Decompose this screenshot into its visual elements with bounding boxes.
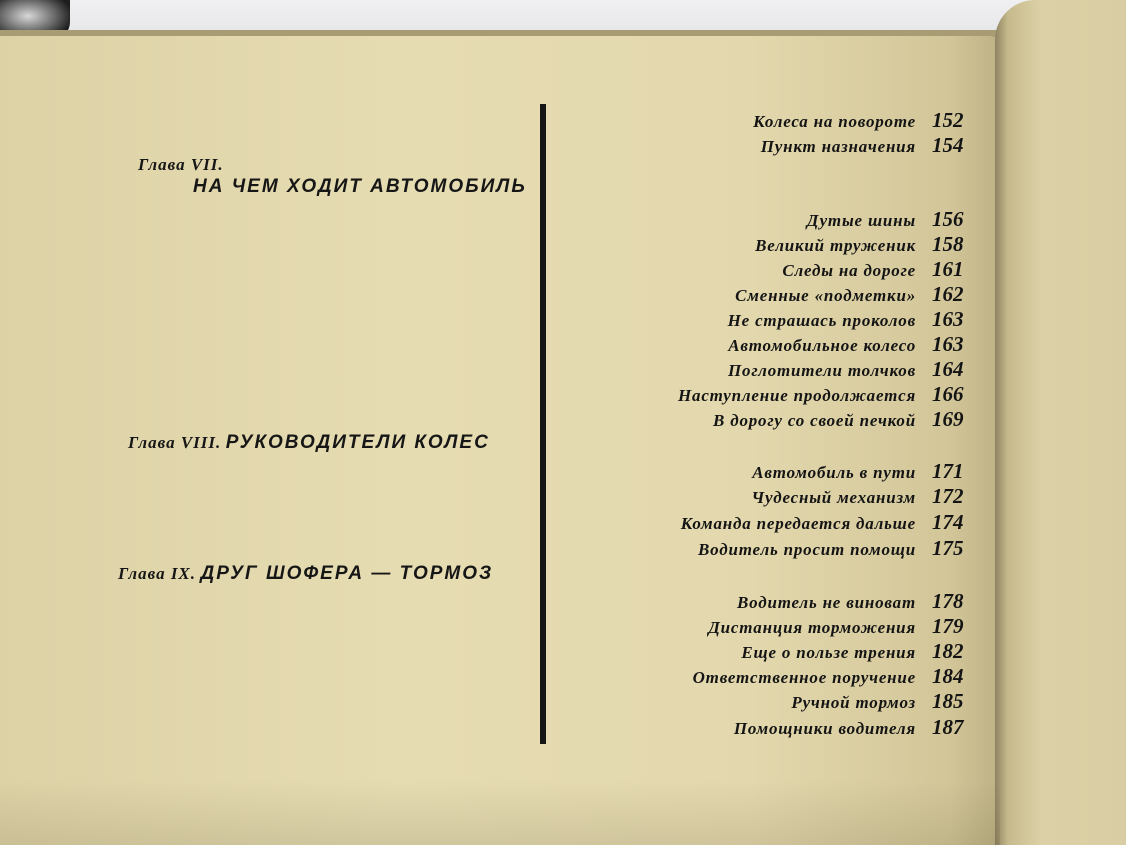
toc-entry	[580, 664, 972, 688]
toc-entry-page: 175	[932, 536, 964, 560]
toc-entry-page: 163	[932, 307, 964, 331]
toc-entry-title: Сменные «подметки»	[735, 286, 916, 305]
chapter-8-heading	[128, 432, 490, 454]
toc-entry-title: Команда передается дальше	[680, 514, 916, 533]
toc-entry-page: 163	[932, 332, 964, 356]
toc-entry-title: Водитель просит помощи	[698, 540, 916, 559]
toc-entry-page: 182	[932, 639, 964, 663]
toc-entry-page: 185	[932, 689, 964, 713]
toc-entry	[580, 484, 972, 508]
toc-entry-title: Великий труженик	[755, 236, 916, 255]
toc-entry-page: 187	[932, 715, 964, 739]
toc-entry	[580, 108, 972, 132]
toc-entry-page: 172	[932, 484, 964, 508]
toc-entry-page: 164	[932, 357, 964, 381]
toc-entry-page: 178	[932, 589, 964, 613]
toc-entry-title: Колеса на повороте	[753, 112, 916, 131]
chapter-7-title: НА ЧЕМ ХОДИТ АВТОМОБИЛЬ	[193, 176, 527, 197]
toc-entry	[580, 689, 972, 713]
chapter-7-title-line	[193, 176, 527, 198]
toc-entry	[580, 639, 972, 663]
toc-entry-title: Дутые шины	[806, 211, 916, 230]
toc-entry-page: 174	[932, 510, 964, 534]
toc-entry	[580, 307, 972, 331]
toc-entry	[580, 133, 972, 157]
toc-entry-title: Водитель не виноват	[737, 593, 916, 612]
toc-entry	[580, 282, 972, 306]
toc-entry-title: Ручной тормоз	[791, 693, 916, 712]
chapter-9-word: Глава IX.	[118, 564, 197, 583]
toc-entry-title: Автомобильное колесо	[728, 336, 916, 355]
toc-entry	[580, 614, 972, 638]
toc-entry-page: 184	[932, 664, 964, 688]
toc-entry	[580, 589, 972, 613]
toc-entry	[580, 357, 972, 381]
toc-entry-title: Еще о пользе трения	[741, 643, 916, 662]
toc-entry-page: 158	[932, 232, 964, 256]
toc-entry-title: Ответственное поручение	[692, 668, 916, 687]
toc-entry-page: 179	[932, 614, 964, 638]
toc-entry-title: Не страшась проколов	[727, 311, 916, 330]
toc-entry-page: 171	[932, 459, 964, 483]
toc-entry-title: Чудесный механизм	[751, 488, 916, 507]
column-divider	[540, 104, 546, 744]
toc-entry-title: Поглотители толчков	[728, 361, 916, 380]
toc-entry	[580, 332, 972, 356]
toc-entry	[580, 510, 972, 534]
toc-entry-title: Помощники водителя	[733, 719, 916, 738]
toc-entry	[580, 459, 972, 483]
toc-entry-title: Автомобиль в пути	[752, 463, 916, 482]
toc-entry-title: В дорогу со своей печкой	[713, 411, 916, 430]
chapter-7-word: Глава VII.	[138, 155, 224, 174]
toc-entry-page: 154	[932, 133, 964, 157]
toc-entry-page: 169	[932, 407, 964, 431]
chapter-9-title: ДРУГ ШОФЕРА — ТОРМОЗ	[200, 563, 494, 584]
next-page-edge	[995, 0, 1126, 845]
toc-entry-page: 162	[932, 282, 964, 306]
toc-entry-title: Следы на дороге	[782, 261, 916, 280]
toc-entry-page: 152	[932, 108, 964, 132]
toc-entry	[580, 407, 972, 431]
toc-entry-title: Пункт назначения	[760, 137, 916, 156]
chapter-9-heading	[118, 563, 493, 585]
toc-entry-title: Дистанция торможения	[708, 618, 916, 637]
toc-entry-page: 156	[932, 207, 964, 231]
chapter-7-heading	[138, 155, 224, 175]
toc-entry	[580, 382, 972, 406]
toc-entry-page: 161	[932, 257, 964, 281]
toc-entry	[580, 536, 972, 560]
toc-entry	[580, 232, 972, 256]
toc-entry	[580, 207, 972, 231]
toc-entry	[580, 715, 972, 739]
toc-entry	[580, 257, 972, 281]
toc-entry-title: Наступление продолжается	[678, 386, 916, 405]
chapter-8-title: РУКОВОДИТЕЛИ КОЛЕС	[225, 432, 490, 453]
toc-entry-page: 166	[932, 382, 964, 406]
chapter-8-word: Глава VIII.	[128, 433, 222, 452]
